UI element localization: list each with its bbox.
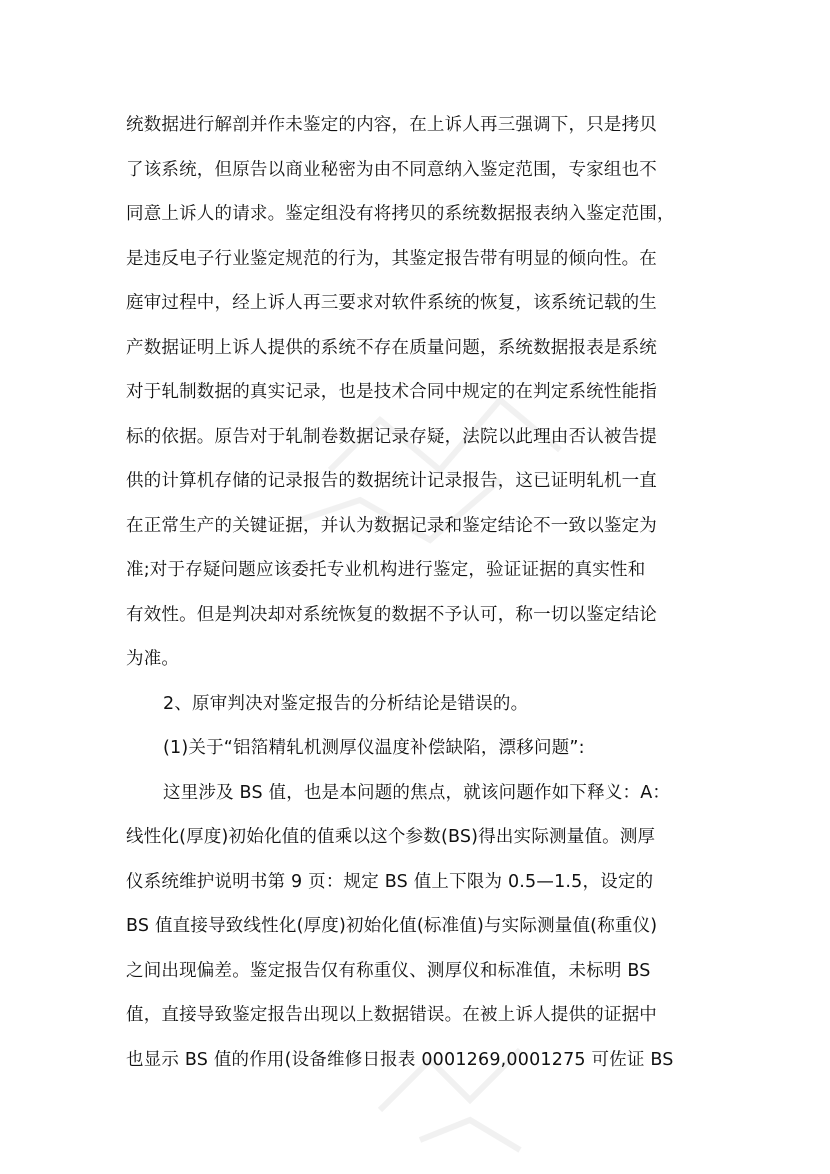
text-line: 之间出现偏差。鉴定报告仅有称重仪、测厚仪和标准值，未标明 BS (126, 960, 651, 981)
text-line: 供的计算机存储的记录报告的数据统计记录报告，这已证明轧机一直 (126, 471, 657, 491)
text-line: 产数据证明上诉人提供的系统不存在质量问题，系统数据报表是系统 (126, 337, 657, 358)
body-text (126, 103, 710, 1082)
text-line: 是违反电子行业鉴定规范的行为，其鉴定报告带有明显的倾向性。在 (126, 248, 657, 269)
text-line: (1)关于“铝箔精轧机测厚仪温度补偿缺陷，漂移问题”: (163, 738, 585, 758)
text-line: 统数据进行解剖并作未鉴定的内容，在上诉人再三强调下，只是拷贝 (126, 115, 657, 135)
text-line: 也显示 BS 值的作用(设备维修日报表 0001269,0001275 可佐证 BS (126, 1049, 674, 1070)
text-line: 2、原审判决对鉴定报告的分析结论是错误的。 (163, 693, 529, 714)
text-line: 有效性。但是判决却对系统恢复的数据不予认可，称一切以鉴定结论 (126, 604, 657, 625)
text-line: 庭审过程中，经上诉人再三要求对软件系统的恢复，该系统记载的生 (126, 293, 657, 313)
text-line: 这里涉及 BS 值，也是本问题的焦点，就该问题作如下释义：A： (163, 782, 671, 803)
text-line: 为准。 (126, 649, 180, 669)
text-line: 仪系统维护说明书第 9 页：规定 BS 值上下限为 0.5—1.5，设定的 (126, 871, 654, 892)
text-line: 了该系统，但原告以商业秘密为由不同意纳入鉴定范围，专家组也不 (126, 159, 657, 180)
text-line: 标的依据。原告对于轧制卷数据记录存疑，法院以此理由否认被告提 (126, 426, 657, 447)
text-line: BS 值直接导致线性化(厚度)初始化值(标准值)与实际测量值(称重仪) (126, 916, 658, 936)
text-line: 对于轧制数据的真实记录，也是技术合同中规定的在判定系统性能指 (126, 382, 657, 402)
text-line: 同意上诉人的请求。鉴定组没有将拷贝的系统数据报表纳入鉴定范围， (126, 204, 675, 224)
text-line: 准;对于存疑问题应该委托专业机构进行鉴定，验证证据的真实性和 (126, 560, 646, 580)
text-line: 在正常生产的关键证据，并认为数据记录和鉴定结论不一致以鉴定为 (126, 515, 657, 536)
text-line: 值，直接导致鉴定报告出现以上数据错误。在被上诉人提供的证据中 (126, 1005, 657, 1025)
text-line: 线性化(厚度)初始化值的值乘以这个参数(BS)得出实际测量值。测厚 (126, 827, 656, 847)
